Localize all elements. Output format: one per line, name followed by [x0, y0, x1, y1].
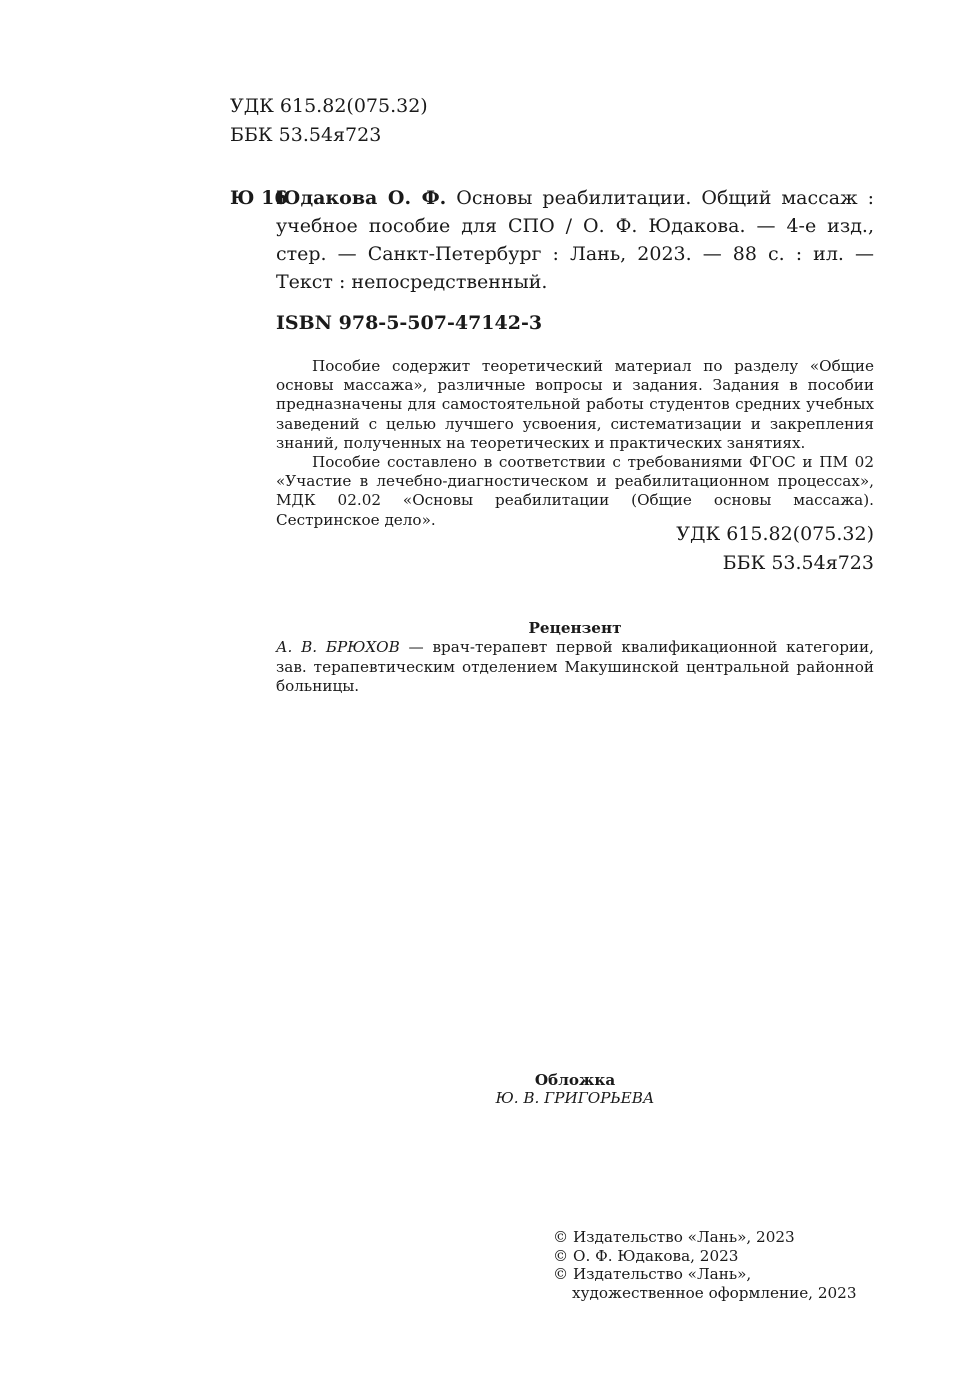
udk-code: УДК 615.82(075.32) — [676, 523, 874, 545]
classification-top — [230, 92, 428, 150]
reviewer-info — [276, 638, 874, 697]
author-mark: Ю 16 — [230, 187, 288, 209]
book-description: Основы реабилитации. Общий массаж : учебное пособие для СПО / О. Ф. Юдакова. — 4-е изд., стер. — Санкт-Петербург : Лань, 2023. — 88 с. : ил. — Текст : непосредственный. — [276, 187, 874, 293]
bibliographic-record — [276, 184, 874, 296]
cover-designer: Ю. В. ГРИГОРЬЕВА — [495, 1089, 655, 1107]
classification-bottom — [600, 520, 874, 578]
udk-code: УДК 615.82(075.32) — [230, 95, 428, 117]
reviewer-heading: Рецензент — [528, 619, 622, 637]
copyright-line: © О. Ф. Юдакова, 2023 — [553, 1246, 739, 1265]
annotation-paragraph: Пособие содержит теоретический материал по разделу «Общие основы массажа», различные вопросы и задания. Задания в пособии предназначены для самостоятельной работы студентов средних учебных заведений с целью лучшего усвоения, систематизации и закрепления знаний, полученных на теоретических и практических занятиях. — [276, 357, 874, 452]
bbk-code: ББК 53.54я723 — [722, 552, 874, 574]
annotation-paragraph: Пособие составлено в соответствии с требованиями ФГОС и ПМ 02 «Участие в лечебно-диагностическом и реабилитационном процессах», МДК 02.02 «Основы реабилитации (Общие основы массажа). Сестринское дело». — [276, 453, 874, 529]
book-author: Юдакова О. Ф. — [276, 187, 447, 209]
copyright-line: © Издательство «Лань», — [553, 1265, 752, 1283]
bbk-code: ББК 53.54я723 — [230, 124, 382, 146]
isbn: ISBN 978-5-507-47142-3 — [276, 312, 543, 334]
reviewer-description: — врач-терапевт первой квалификационной категории, зав. терапевтическим отделением Макушинской центральной районной больницы. — [276, 638, 874, 695]
reviewer-name: А. В. БРЮХОВ — [276, 638, 400, 656]
copyright-line: художественное оформление, 2023 — [572, 1283, 857, 1302]
annotation — [276, 357, 874, 530]
copyright-block — [553, 1228, 857, 1302]
copyright-line: © Издательство «Лань», 2023 — [553, 1228, 795, 1246]
cover-heading: Обложка — [534, 1071, 616, 1089]
